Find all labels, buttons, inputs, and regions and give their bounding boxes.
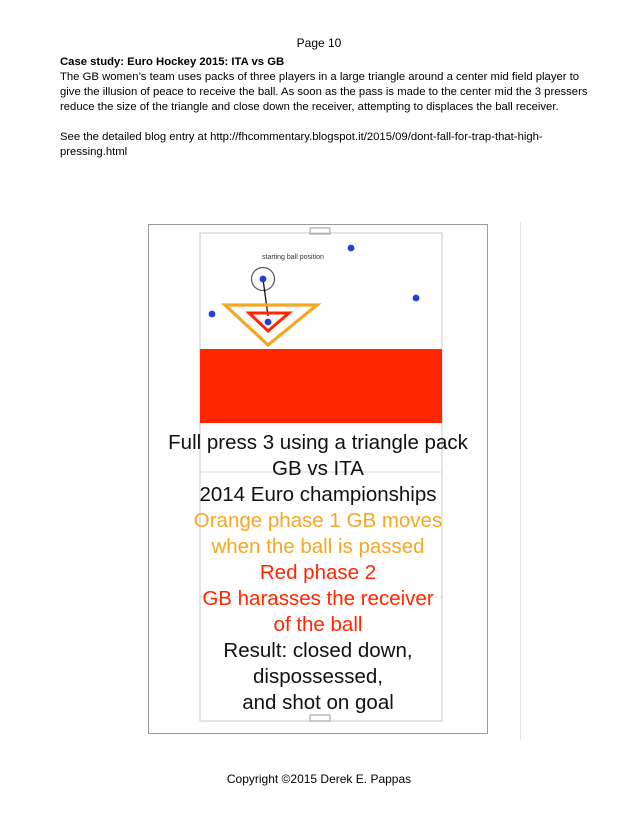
case-study-section	[60, 55, 590, 160]
case-study-heading: Case study: Euro Hockey 2015: ITA vs GB	[60, 56, 285, 68]
caption-line: dispossessed,	[253, 665, 383, 688]
red-block	[200, 349, 442, 423]
caption-line: Full press 3 using a triangle pack	[168, 431, 468, 454]
caption-line: 2014 Euro championships	[199, 483, 437, 506]
starting-ball-position-label: starting ball position	[262, 254, 324, 261]
caption-line: GB vs ITA	[272, 457, 364, 480]
blog-link-text[interactable]: See the detailed blog entry at http://fhcommentary.blogspot.it/2015/09/dont-fall-for-trap-that-high-pressing.html	[60, 131, 543, 158]
page-number: Page 10	[296, 36, 342, 50]
diagram-caption	[149, 430, 487, 716]
caption-line: Result: closed down,	[223, 639, 413, 662]
player-dot-top-right	[348, 245, 355, 252]
copyright-footer: Copyright ©2015 Derek E. Pappas	[226, 772, 412, 786]
player-dot-start	[260, 276, 267, 283]
orange-phase1-triangle	[225, 305, 317, 345]
player-dot-left	[209, 311, 216, 318]
player-dot-right	[413, 295, 420, 302]
pitch-diagram	[148, 224, 488, 734]
caption-line-orange: Orange phase 1 GB moves	[193, 509, 443, 532]
caption-line: and shot on goal	[242, 691, 394, 714]
caption-line-orange: when the ball is passed	[211, 535, 425, 558]
case-study-body: The GB women’s team uses packs of three players in a large triangle around a center mid field player to give the illusion of peace to receive the ball. As soon as the pass is made to the center mid the 3 pressers reduce the size of the triangle and close down the receiver, attempting to displaces the ball receiver.	[60, 71, 588, 113]
pass-line	[263, 279, 268, 316]
caption-line-red: of the ball	[273, 613, 363, 636]
player-dot-receiver	[265, 319, 272, 326]
caption-line-red: GB harasses the receiver	[202, 587, 434, 610]
caption-line-red: Red phase 2	[259, 561, 377, 584]
margin-divider	[520, 222, 521, 740]
